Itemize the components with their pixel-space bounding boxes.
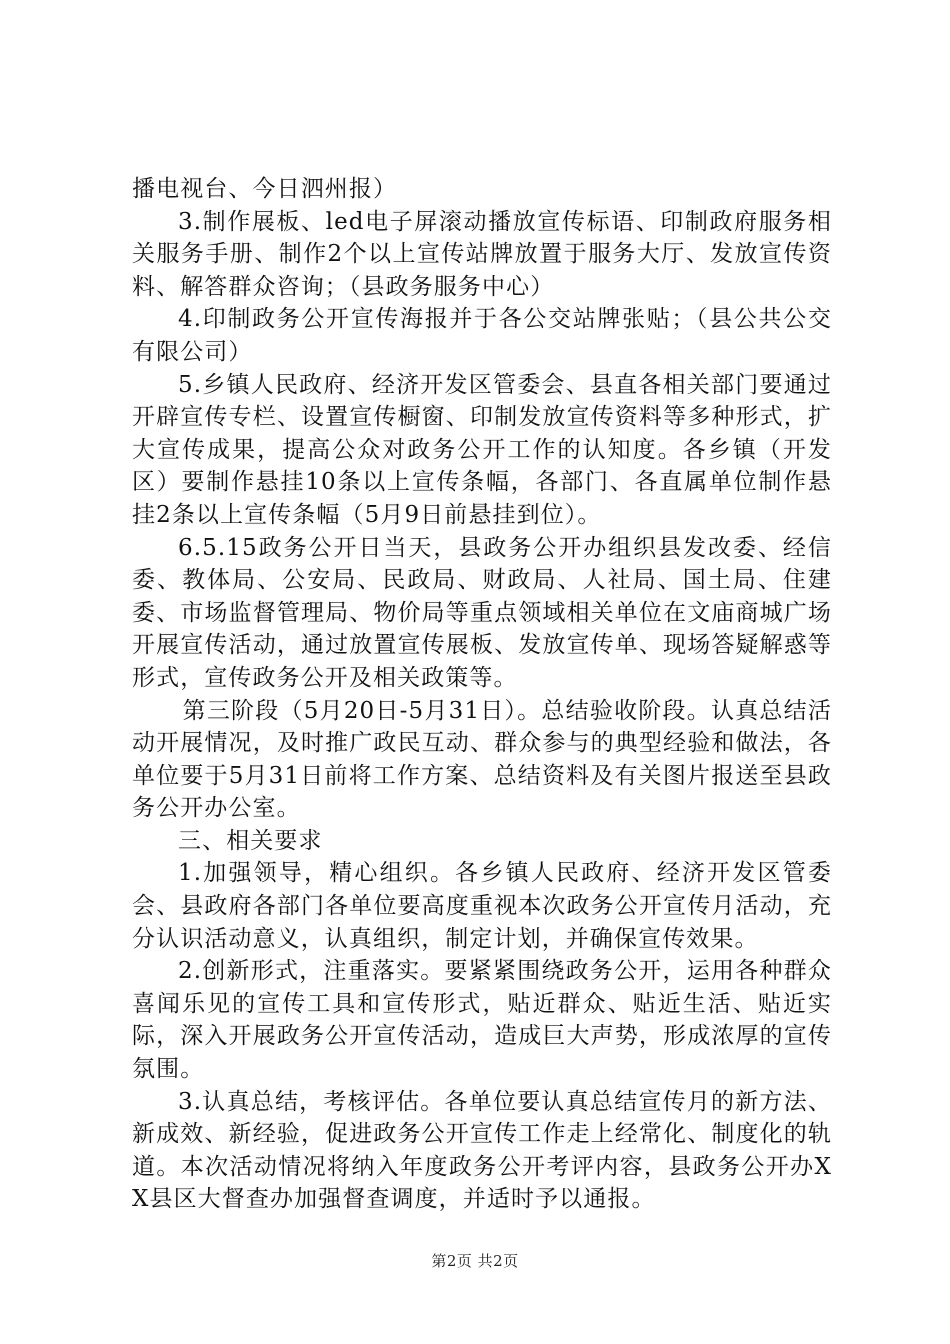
paragraph-requirement-1: 1.加强领导，精心组织。各乡镇人民政府、经济开发区管委会、县政府各部门各单位要高度重视本次政务公开宣传月活动，充分认识活动意义，认真组织，制定计划，并确保宣传效果。: [132, 860, 832, 952]
paragraph-requirement-2: 2.创新形式，注重落实。要紧紧围绕政务公开，运用各种群众喜闻乐见的宣传工具和宣传形式，贴近群众、贴近生活、贴近实际，深入开展政务公开宣传活动，造成巨大声势，形成浓厚的宣传氛围。: [132, 958, 832, 1083]
paragraph-item-6: 6.5.15政务公开日当天，县政务公开办组织县发改委、经信委、教体局、公安局、民政局、财政局、人社局、国土局、住建委、市场监督管理局、物价局等重点领域相关单位在文庙商城广场开展宣传活动，通过放置宣传展板、发放宣传单、现场答疑解惑等形式，宣传政务公开及相关政策等。: [132, 534, 832, 691]
paragraph-item-3: 3.制作展板、led电子屏滚动播放宣传标语、印制政府服务相关服务手册、制作2个以上宣传站牌放置于服务大厅、发放宣传资料、解答群众咨询；（县政务服务中心）: [132, 208, 832, 300]
page-footer: [0, 1250, 950, 1271]
paragraph-stage-three: 第三阶段（5月20日-5月31日）。总结验收阶段。认真总结活动开展情况，及时推广政民互动、群众参与的典型经验和做法，各单位要于5月31日前将工作方案、总结资料及有关图片报送至县政务公开办公室。: [132, 697, 832, 822]
paragraph-item-5: 5.乡镇人民政府、经济开发区管委会、县直各相关部门要通过开辟宣传专栏、设置宣传橱窗、印制发放宣传资料等多种形式，扩大宣传成果，提高公众对政务公开工作的认知度。各乡镇（开发区）要制作悬挂10条以上宣传条幅，各部门、各直属单位制作悬挂2条以上宣传条幅（5月9日前悬挂到位）。: [132, 371, 832, 528]
document-body: [132, 173, 832, 1216]
paragraph-item-4: 4.印制政务公开宣传海报并于各公交站牌张贴；（县公共公交有限公司）: [132, 306, 832, 365]
paragraph-requirement-3: 3.认真总结，考核评估。各单位要认真总结宣传月的新方法、新成效、新经验，促进政务公开宣传工作走上经常化、制度化的轨道。本次活动情况将纳入年度政务公开考评内容，县政务公开办XX县区大督查办加强督查调度，并适时予以通报。: [132, 1088, 832, 1213]
section-heading-requirements: 三、相关要求: [178, 827, 323, 854]
paragraph-continuation: 播电视台、今日泗州报）: [132, 176, 398, 202]
page-number-label: 第2页 共2页: [431, 1252, 519, 1270]
